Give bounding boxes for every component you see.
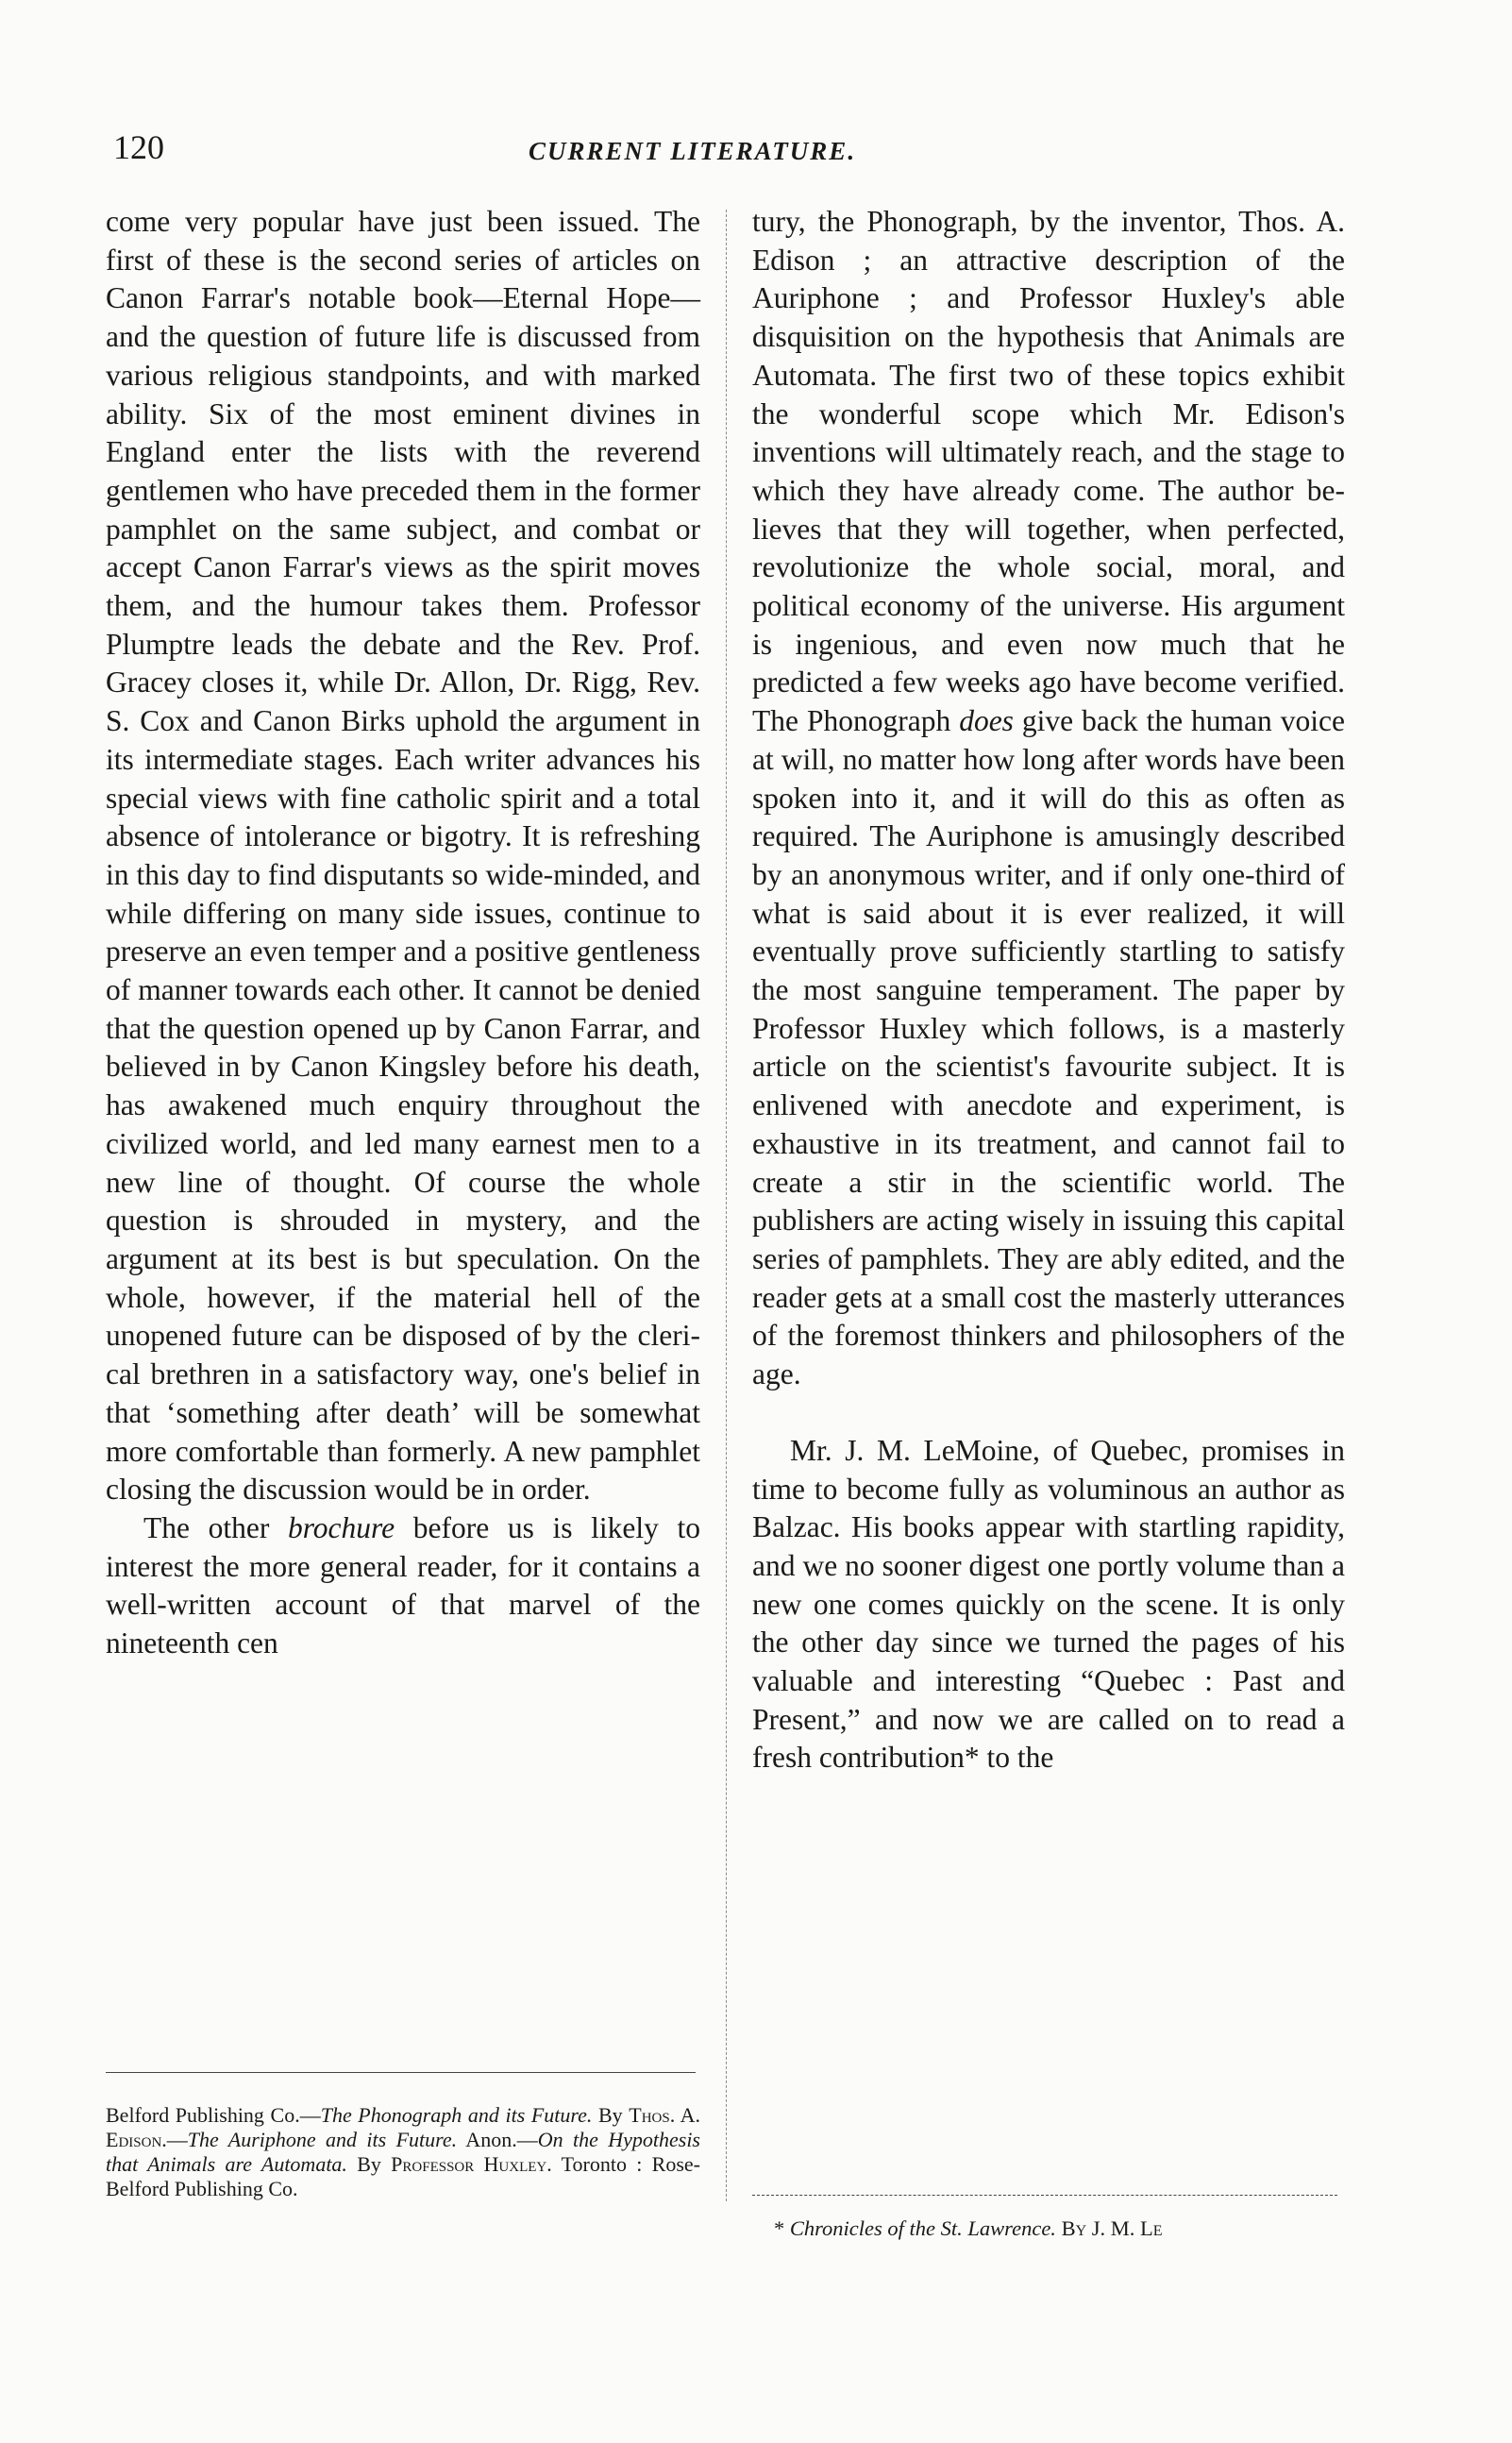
right-column: [752, 203, 1345, 1777]
footnote-marker: *: [774, 2216, 790, 2240]
text-run: By: [346, 2152, 392, 2176]
footnote-rule-left: [106, 2072, 696, 2073]
text-run: The other: [143, 1510, 288, 1544]
smallcaps-text: Thos. A. Edison: [106, 2103, 700, 2151]
italic-text: The Phonograph and its Future.: [320, 2103, 593, 2127]
text-run: Anon.—: [457, 2128, 538, 2151]
text-run: before us is likely to interest the more general reader, for it contains a well-written account of that marvel of the nineteenth cen: [106, 1510, 700, 1660]
smallcaps-text: Professor Huxley: [391, 2152, 547, 2176]
left-paragraph-1: come very popular have just been issued. The first of these is the second series of articles on Canon Farrar's notable book—Eternal Hope—and the question of future life is discussed from various religious standpoints, and with marked ability. Six of the most eminent divines in England enter the lists with the reverend gentlemen who have preceded them in the former pamphlet on the same subject, and combat or accept Canon Farrar's views as the spirit moves them, and the humour takes them. Professor Plumptre leads the debate and the Rev. Prof. Gracey closes it, while Dr. Allon, Dr. Rigg, Rev. S. Cox and Canon Birks uphold the argument in its intermediate stages. Each writer advances his special views with fine catholic spirit and a total absence of intolerance or bigotry. It is refreshing in this day to find disputants so wide-minded, and while differing on many side issues, continue to preserve an even temper and a positive gentleness of manner towards each other. It cannot be denied that the question opened up by Canon Farrar, and believed in by Canon Kingsley before his death, has awakened much enquiry throughout the civilized world, and led many earnest men to a new line of thought. Of course the whole question is shrouded in mystery, and the argument at its best is but speculation. On the whole, however, if the material hell of the unopened future can be disposed of by the clerical brethren in a satisfactory way, one's belief in that ‘something after death’ will be somewhat more comfortable than formerly. A new pamphlet closing the discussion would be in order.: [106, 205, 700, 1507]
italic-text: brochure: [287, 1510, 395, 1544]
page-number: 120: [113, 128, 164, 166]
text-run: . Toronto : Rose-Belford Publishing Co.: [106, 2152, 700, 2200]
text-run: .—: [161, 2128, 188, 2151]
italic-text: Chronicles of the St. Lawrence.: [789, 2216, 1056, 2240]
column-divider: [726, 210, 727, 2201]
left-column: [106, 203, 700, 1663]
left-paragraph-2: [106, 1509, 700, 1663]
italic-text: The Auriphone and its Future.: [187, 2128, 458, 2151]
right-paragraph-2: Mr. J. M. LeMoine, of Quebec, promises in time to become fully as voluminous an author as Balzac. His books appear with startling rapidity, and we no sooner digest one portly volume than a new one comes quickly on the scene. It is only the other day since we turned the pages of his valuable and interesting “Quebec : Past and Present,” and now we are called on to read a fresh contribution* to the: [752, 1433, 1345, 1775]
italic-text: does: [959, 704, 1014, 738]
right-paragraph-1: [752, 203, 1345, 1394]
footnote-right: [774, 2216, 1345, 2241]
text-run: Belford Publishing Co.—: [106, 2103, 321, 2127]
page-header: [113, 127, 1340, 184]
text-run: tury, the Phonograph, by the inventor, Thos. A. Edison ; an attractive description of the Auriphone ; and Professor Huxley's able disquisition on the hypothesis that Animals are Automata. The first two of these topics exhibit the wonderful scope which Mr. Edison's inventions will ultimately reach, and the stage to which they have already come. The author believes that they will together, when perfected, revolutionize the whole social, moral, and political economy of the universe. His argument is ingenious, and even now much that he predicted a few weeks ago have become verified. The Phonograph: [752, 205, 1345, 738]
italic-text: On the Hypothesis that Animals are Automata.: [106, 2128, 700, 2176]
text-run: By: [592, 2103, 630, 2127]
footnote-rule-right: [752, 2195, 1337, 2196]
text-run: give back the human voice at will, no matter how long after words have been spoken into it, and it will do this as often as required. The Auriphone is amusingly described by an anonymous writer, and if only one-third of what is said about it is ever realized, it will eventually prove sufficiently startling to satisfy the most sanguine temperament. The paper by Professor Huxley which follows, is a masterly article on the scientist's favourite subject. It is enlivened with anecdote and experiment, is exhaustive in its treatment, and cannot fail to create a stir in the scientific world. The publishers are acting wisely in issuing this capital series of pamphlets. They are ably edited, and the reader gets at a small cost the masterly utterances of the foremost thinkers and philosophers of the age.: [752, 704, 1345, 1391]
footnote-left: [106, 2103, 700, 2201]
running-title: CURRENT LITERATURE.: [529, 137, 857, 165]
smallcaps-text: By J. M. Le: [1055, 2216, 1163, 2240]
